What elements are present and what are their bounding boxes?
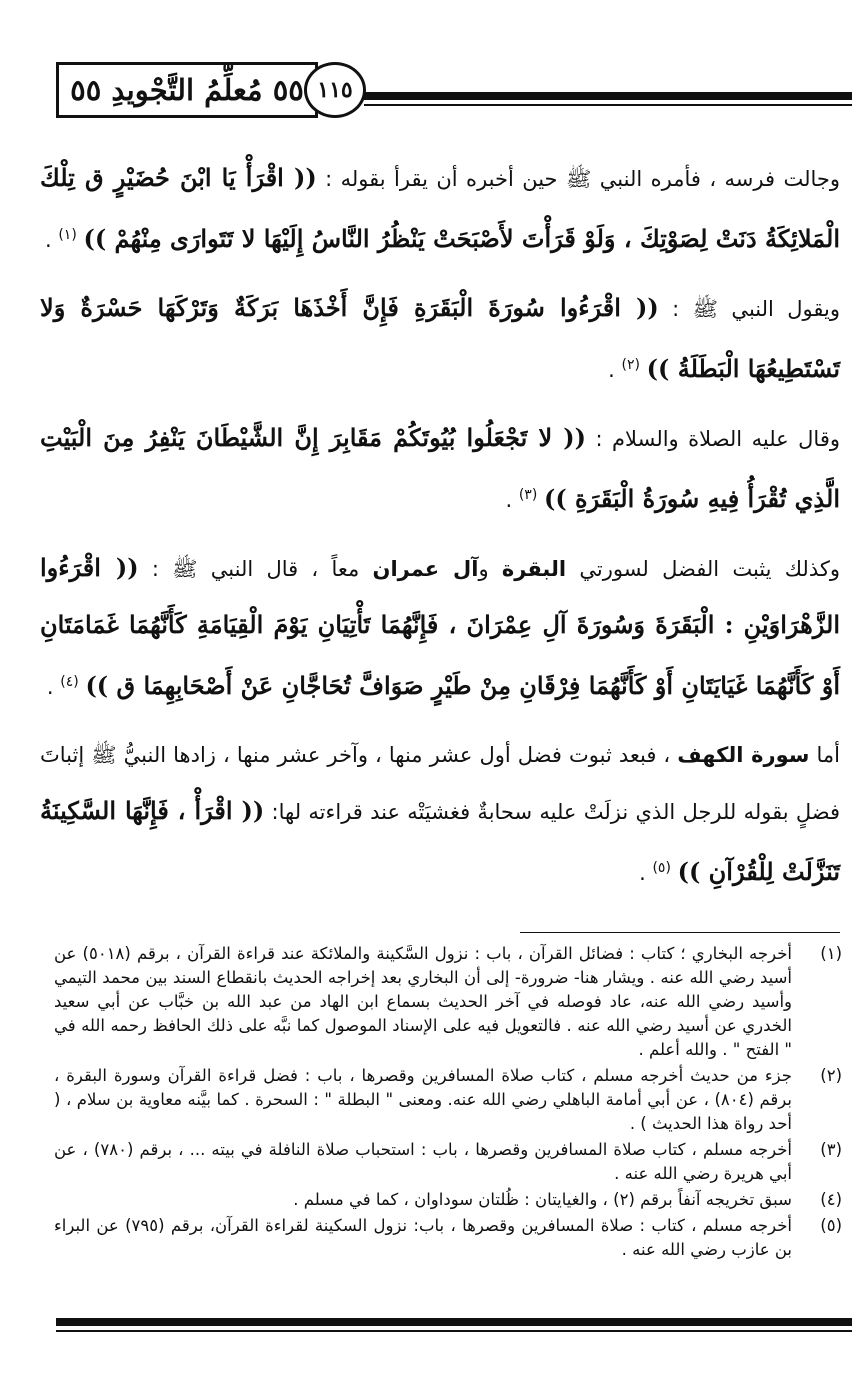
page-header bbox=[56, 48, 852, 144]
header-rule-thick bbox=[364, 92, 852, 100]
footnote-item bbox=[54, 1138, 842, 1186]
paragraph-lead: وقال عليه الصلاة والسلام : bbox=[586, 427, 841, 451]
paragraph-2 bbox=[40, 280, 840, 398]
header-rule-thin bbox=[364, 104, 852, 106]
paragraph-1 bbox=[40, 150, 840, 268]
footnote-ref[interactable]: (١) bbox=[58, 227, 77, 243]
footnote-item bbox=[54, 942, 842, 1062]
paragraph-tail: . bbox=[505, 488, 513, 512]
hadith-quote: (( اقْرَأْ يَا ابْنَ حُضَيْرٍ ق تِلْكَ الْمَلائِكَةُ دَنَتْ لِصَوْتِكَ ، وَلَوْ قَرَأْتَ لأَصْبَحَتْ يَنْظُرُ النَّاسُ إِلَيْهَا لا تَتَوارَى مِنْهُمْ )) bbox=[40, 163, 840, 253]
hadith-quote: (( لا تَجْعَلُوا بُيُوتَكُمْ مَقَابِرَ إِنَّ الشَّيْطَانَ يَنْفِرُ مِنَ الْبَيْتِ الَّذِي تُقْرَأُ فِيهِ سُورَةُ الْبَقَرَةِ )) bbox=[40, 423, 840, 513]
page-number: ١١٥ bbox=[317, 77, 353, 103]
paragraph-lead: و bbox=[478, 557, 502, 581]
hadith-quote: (( اقْرَأْ ، فَإِنَّهَا السَّكِينَةُ تَنَزَّلَتْ لِلْقُرْآنِ )) bbox=[40, 796, 840, 886]
paragraph-lead: ويقول النبي ﷺ : bbox=[658, 297, 840, 321]
paragraph-tail: . bbox=[44, 228, 52, 252]
footnote-ref[interactable]: (٣) bbox=[518, 487, 538, 503]
hadith-quote: (( اقْرَءُوا سُورَةَ الْبَقَرَةِ فَإِنَّ أَخْذَهَا بَرَكَةٌ وَتَرْكَهَا حَسْرَةٌ وَلا تَسْتَطِيعُهَا الْبَطَلَةُ )) bbox=[40, 293, 840, 383]
paragraph-5 bbox=[40, 727, 840, 901]
paragraph-lead: معاً ، قال النبي ﷺ : bbox=[138, 557, 373, 581]
footnote-ref[interactable]: (٢) bbox=[621, 357, 640, 373]
footnote-separator bbox=[520, 932, 840, 933]
footnote-text: جزء من حديث أخرجه مسلم ، كتاب صلاة المسافرين وقصرها ، باب : فضل قراءة القرآن وسورة البقرة ، برقم (٨٠٤) ، عن أبي أمامة الباهلي رضي الله عنه. ومعنى " البطلة " : السحرة . كما بيَّنه معاوية بن سلام ، ( أحد رواة هذا الحديث ) . bbox=[54, 1066, 793, 1133]
paragraph-tail: . bbox=[608, 358, 615, 382]
footnote-text: أخرجه مسلم ، كتاب صلاة المسافرين وقصرها ، باب : استحباب صلاة النافلة في بيته ... ، برقم (٧٨٠) ، عن أبي هريرة رضي الله عنه . bbox=[54, 1140, 792, 1183]
paragraph-lead: ، فبعد ثبوت فضل أول عشر منها ، وآخر عشر منها ، زادها النبيُّ ﷺ إثباتَ فضلٍ بقوله للرجل الذي نزلَتْ عليه سحابةٌ فغشيَتْه عند قراءته لها: bbox=[40, 743, 841, 824]
footnote-number: (٣) bbox=[820, 1140, 842, 1159]
footnote-number: (١) bbox=[820, 944, 842, 963]
footnote-item bbox=[54, 1214, 842, 1262]
paragraph-3 bbox=[40, 410, 840, 528]
footnotes bbox=[54, 942, 842, 1264]
footnote-number: (٢) bbox=[820, 1066, 842, 1085]
footnote-text: أخرجه مسلم ، كتاب : صلاة المسافرين وقصرها ، باب: نزول السكينة لقراءة القرآن، برقم (٧٩٥) عن البراء بن عازب رضي الله عنه . bbox=[54, 1216, 793, 1259]
running-title-text: ٥٥ مُعلِّمُ التَّجْويدِ ٥٥ bbox=[70, 73, 304, 107]
surah-name: سورة الكهف bbox=[677, 743, 810, 767]
paragraph-4 bbox=[40, 540, 840, 715]
footnote-ref[interactable]: (٥) bbox=[652, 860, 671, 876]
running-title bbox=[56, 62, 318, 118]
surah-name: آل عمران bbox=[372, 557, 479, 581]
footnote-number: (٤) bbox=[820, 1190, 842, 1209]
paragraph-tail: . bbox=[46, 675, 54, 699]
footnote-text: أخرجه البخاري ؛ كتاب : فضائل القرآن ، باب : نزول السَّكينة والملائكة عند قراءة القرآن ، برقم (٥٠١٨) عن أسيد رضي الله عنه . ويشار هنا- ضرورة- إلى أن البخاري بعد إخراجه الحديث بانقطاع السند بين محمد التيمي وأسيد رضي الله عنه، عاد فوصله في آخر الحديث بسماع ابن الهاد من عبد الله بن خبَّاب عن أبي سعيد الخدري عن أسيد رضي الله عنه . فالتعويل فيه على الإسناد الموصول كما نبَّه على ذلك الحافظ رحمه الله في " الفتح " . والله أعلم . bbox=[54, 944, 792, 1059]
footnote-item bbox=[54, 1064, 842, 1136]
surah-name: البقرة bbox=[501, 557, 567, 581]
footnote-ref[interactable]: (٤) bbox=[60, 674, 79, 690]
footnote-number: (٥) bbox=[820, 1216, 842, 1235]
main-text bbox=[40, 150, 840, 913]
hadith-quote: (( اقْرَءُوا الزَّهْرَاوَيْنِ : الْبَقَرَةَ وَسُورَةَ آلِ عِمْرَانَ ، فَإِنَّهُمَا تَأْتِيَانِ يَوْمَ الْقِيَامَةِ كَأَنَّهُمَا غَمَامَتَانِ أَوْ كَأَنَّهُمَا غَيَايَتَانِ أَوْ كَأَنَّهُمَا فِرْقَانِ مِنْ طَيْرٍ صَوَافَّ تُحَاجَّانِ عَنْ أَصْحَابِهِمَا ق )) bbox=[40, 553, 840, 700]
paragraph-lead: وكذلك يثبت الفضل لسورتي bbox=[566, 557, 840, 581]
paragraph-tail: . bbox=[639, 861, 646, 885]
page-number-badge bbox=[304, 62, 366, 118]
paragraph-lead: أما bbox=[809, 743, 840, 767]
footer-rule-thick bbox=[56, 1318, 852, 1326]
footer-rule-thin bbox=[56, 1330, 852, 1332]
paragraph-lead: وجالت فرسه ، فأمره النبي ﷺ حين أخبره أن يقرأ بقوله : bbox=[316, 167, 841, 191]
footnote-item bbox=[54, 1188, 842, 1212]
footnote-text: سبق تخريجه آنفاً برقم (٢) ، والغيايتان : ظُلتان سوداوان ، كما في مسلم . bbox=[293, 1190, 792, 1209]
